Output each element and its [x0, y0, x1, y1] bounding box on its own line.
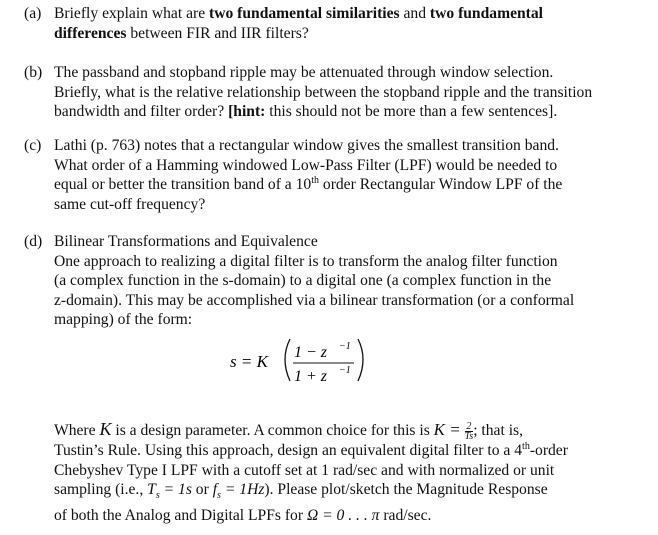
question-b-label: (b)	[24, 64, 43, 81]
text: rad/sec.	[379, 506, 432, 524]
superscript: th	[311, 175, 319, 187]
text: sampling (i.e.,	[54, 481, 148, 499]
text-line: z-domain). This may be accomplished via a bilinear transformation (or a conformal	[54, 291, 575, 309]
text-line: The passband and stopband ripple may be attenuated through window selection.	[54, 64, 554, 81]
formula-num-exp: −1	[339, 341, 351, 352]
left-paren	[285, 339, 290, 381]
text-line: Chebyshev Type I LPF with a cutoff set at 1 rad/sec and with normalized or unit	[54, 461, 555, 479]
text-line: Bilinear Transformations and Equivalence	[54, 233, 318, 250]
text: of both the Analog and Digital LPFs for	[54, 506, 307, 524]
math-K: K	[99, 419, 112, 439]
question-a-text	[54, 4, 650, 43]
formula-svg	[230, 327, 430, 391]
question-d-text	[54, 232, 650, 330]
text: this should not be more than a few sentences].	[265, 103, 558, 121]
text-line: Briefly, what is the relative relationship between the stopband ripple and the transition	[54, 83, 593, 101]
fraction-denominator: Ts	[464, 430, 474, 442]
text: between FIR and IIR filters?	[126, 24, 309, 42]
text: bandwidth and filter order?	[54, 103, 229, 121]
text: ; that is,	[473, 422, 523, 439]
text-line: Lathi (p. 763) notes that a rectangular window gives the smallest transition band.	[54, 137, 559, 154]
math-omega-range: Ω = 0 . . . π	[306, 506, 380, 524]
text-line: What order of a Hamming windowed Low-Pass Filter (LPF) would be needed to	[54, 156, 558, 174]
formula-denominator: 1 + z	[294, 368, 328, 385]
text: or	[191, 481, 213, 499]
math-eq: = 1s	[159, 481, 192, 499]
text: Briefly explain what are	[54, 5, 210, 22]
math-f: f	[212, 481, 218, 499]
text: ). Please plot/sketch the Magnitude Response	[264, 481, 548, 499]
text: and	[399, 5, 430, 22]
subscript: s	[155, 490, 160, 502]
text: Where	[54, 422, 100, 439]
question-a-label: (a)	[24, 5, 42, 22]
math-K-equals: K =	[433, 420, 461, 439]
text: Tustin’s Rule. Using this approach, design an equivalent digital filter to a 4	[54, 441, 523, 459]
subscript: s	[217, 490, 221, 502]
text: order Rectangular Window LPF of the	[319, 176, 563, 194]
formula-lhs: s = K	[230, 352, 268, 371]
text: -order	[529, 441, 568, 459]
question-c-text	[54, 136, 650, 214]
text-line: One approach to realizing a digital filter is to transform the analog filter function	[54, 252, 558, 270]
bold-text: differences	[54, 24, 127, 42]
bilinear-formula	[230, 327, 430, 391]
superscript: th	[522, 440, 530, 452]
text: equal or better the transition band of a 10	[54, 176, 312, 194]
bold-text: two fundamental similarities	[209, 5, 400, 22]
math-eq: = 1Hz	[220, 481, 265, 499]
right-paren	[358, 339, 363, 381]
formula-den-exp: −1	[339, 365, 351, 376]
formula-numerator: 1 − z	[294, 344, 328, 361]
text-line: mapping) of the form:	[54, 311, 193, 329]
math-T: T	[147, 481, 156, 499]
fraction-numerator: 2	[466, 420, 472, 432]
question-b-text	[54, 63, 650, 122]
text: is a design parameter. A common choice for this is	[111, 422, 434, 439]
question-d-label: (d)	[24, 233, 43, 250]
question-c-label: (c)	[24, 137, 42, 154]
question-d-paragraph-text	[54, 420, 650, 525]
bold-text: two fundamental	[429, 5, 543, 22]
text-line: same cut-off frequency?	[54, 195, 206, 213]
fraction-2-over-Ts	[465, 422, 474, 441]
bold-text: [hint:	[228, 103, 266, 121]
text-line: (a complex function in the s-domain) to a digital one (a complex function in the	[54, 272, 552, 290]
